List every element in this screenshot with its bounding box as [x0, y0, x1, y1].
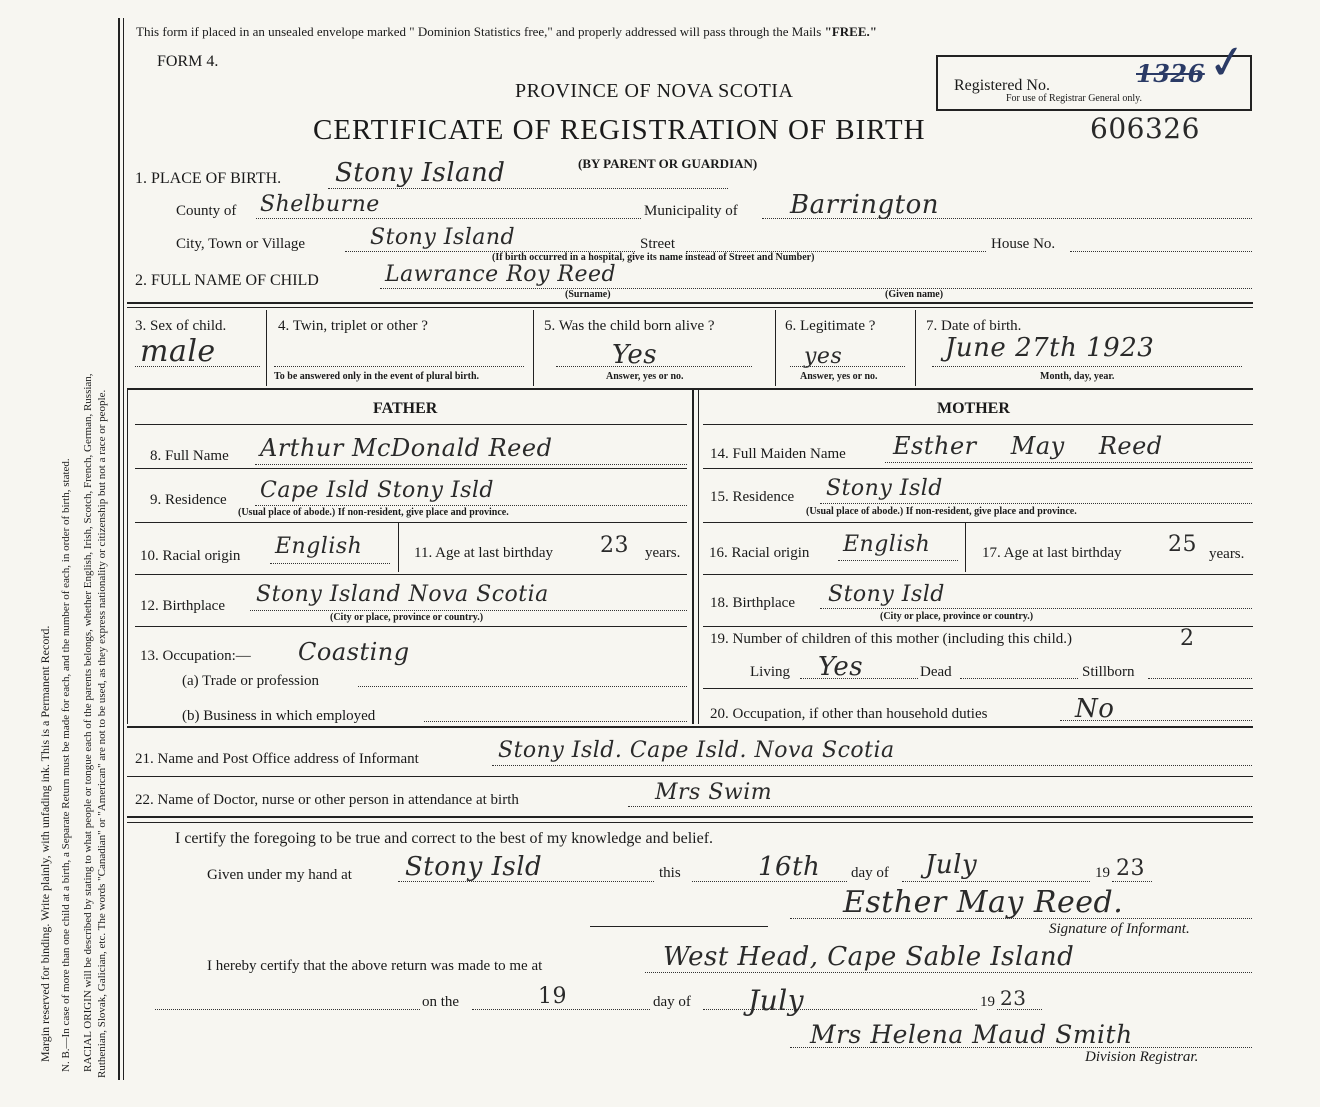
form-number: FORM 4.	[157, 53, 219, 70]
father-occupation-label: 13. Occupation:—	[140, 648, 251, 664]
child-name-label: 2. FULL NAME OF CHILD	[135, 272, 319, 289]
mother-heading: MOTHER	[937, 400, 1010, 417]
mother-residence-value: Stony Isld	[826, 476, 943, 501]
row3-divider-2	[533, 310, 534, 386]
separator-stroke	[590, 926, 768, 927]
certify-top-rule-2	[127, 822, 1253, 823]
father-age-label: 11. Age at last birthday	[414, 545, 553, 561]
father-age-value: 23	[600, 533, 629, 558]
father-left-edge	[127, 390, 128, 724]
county-value: Shelburne	[260, 192, 380, 217]
father-race-value: English	[275, 534, 363, 559]
registrar-month-value: July	[748, 984, 805, 1017]
mail-notice-free: "FREE."	[824, 24, 877, 39]
mother-living-value: Yes	[818, 652, 864, 682]
mother-children-value: 2	[1180, 626, 1195, 651]
father-heading: FATHER	[373, 400, 438, 417]
doctor-line	[628, 806, 1252, 807]
municipality-line	[762, 218, 1252, 219]
father-residence-note: (Usual place of abode.) If non-resident, give place and province.	[238, 507, 509, 518]
father-birthplace-label: 12. Birthplace	[140, 598, 225, 614]
mother-residence-line	[820, 503, 1252, 504]
row3-top-rule-2	[127, 307, 1253, 308]
legitimate-note: Answer, yes or no.	[800, 371, 878, 382]
father-occupation-value: Coasting	[298, 638, 410, 666]
informant-label: 21. Name and Post Office address of Informant	[135, 751, 419, 767]
given-place-value: Stony Isld	[405, 852, 543, 882]
mother-heading-rule	[703, 424, 1253, 425]
alive-note: Answer, yes or no.	[606, 371, 684, 382]
registrar-caption: Division Registrar.	[1085, 1049, 1199, 1065]
father-trade-line	[358, 686, 687, 687]
father-mother-divider-2	[698, 390, 699, 724]
mail-notice	[136, 24, 877, 40]
day-value: 16th	[758, 852, 821, 882]
mother-residence-label: 15. Residence	[710, 489, 795, 505]
mother-row-rule-1	[703, 468, 1253, 469]
registered-label: Registered No.	[954, 77, 1050, 94]
margin-note-1: Margin reserved for binding. Write plainly, with unfading ink. This is a Permanent Record.	[38, 625, 52, 1062]
day-line	[692, 881, 847, 882]
check-mark-icon: ✓	[1204, 34, 1250, 91]
legitimate-label: 6. Legitimate ?	[785, 318, 876, 334]
row3-bottom-rule	[127, 388, 1253, 390]
municipality-value: Barrington	[790, 190, 940, 220]
certificate-title: CERTIFICATE OF REGISTRATION OF BIRTH	[313, 114, 926, 146]
given-under-hand-label: Given under my hand at	[207, 867, 352, 883]
registrar-pre-line	[155, 1009, 420, 1010]
registrar-day-value: 19	[538, 984, 567, 1009]
certificate-number: 606326	[1090, 112, 1200, 145]
month-line	[902, 881, 1090, 882]
informant-value: Stony Isld. Cape Isld. Nova Scotia	[498, 738, 895, 763]
mother-dead-line	[960, 678, 1078, 679]
hospital-note: (If birth occurred in a hospital, give its name instead of Street and Number)	[492, 252, 815, 263]
registrar-place-line	[645, 972, 1252, 973]
twin-label: 4. Twin, triplet or other ?	[278, 318, 428, 334]
mail-notice-text: This form if placed in an unsealed envelope marked " Dominion Statistics free," and properly addressed will pass through the Mails	[136, 24, 822, 39]
mother-years: years.	[1209, 546, 1245, 562]
signature-line	[790, 918, 1252, 919]
registrar-place-value: West Head, Cape Sable Island	[663, 942, 1075, 972]
mother-row-rule-5	[703, 688, 1253, 689]
father-name-line	[255, 464, 687, 465]
registrar-year-value: 23	[1000, 986, 1027, 1010]
given-place-line	[398, 881, 654, 882]
informant-rule	[127, 776, 1253, 777]
father-residence-label: 9. Residence	[150, 492, 227, 508]
row3-divider-3	[775, 310, 776, 386]
mother-stillborn-label: Stillborn	[1082, 664, 1135, 680]
alive-label: 5. Was the child born alive ?	[544, 318, 715, 334]
father-race-label: 10. Racial origin	[140, 548, 241, 564]
day-of-label: day of	[851, 865, 889, 881]
place-of-birth-value: Stony Island	[335, 158, 506, 188]
house-line	[1070, 251, 1252, 252]
informant-line	[492, 765, 1252, 766]
margin-note-4: Ruthenian, Slovak, Galician, etc. The words "Canadian" or "American" are not to be used, as they express nationality or citizenship but not a race or people.	[96, 389, 108, 1078]
given-name-note: (Given name)	[885, 289, 944, 300]
mother-age-label: 17. Age at last birthday	[982, 545, 1122, 561]
year-prefix: 19	[1095, 865, 1110, 881]
mother-row-rule-3	[703, 574, 1253, 575]
father-years: years.	[645, 545, 681, 561]
mother-residence-note: (Usual place of abode.) If non-resident, give place and province.	[806, 506, 1077, 517]
mother-birthplace-note: (City or place, province or country.)	[880, 611, 1034, 622]
registrar-year-prefix: 19	[980, 994, 995, 1010]
mother-name-label: 14. Full Maiden Name	[710, 446, 846, 462]
mother-name-value: Esther May Reed	[893, 432, 1163, 460]
alive-line	[556, 366, 752, 367]
mother-race-value: English	[843, 532, 931, 557]
father-birthplace-note: (City or place, province or country.)	[330, 612, 484, 623]
twin-line	[274, 366, 524, 367]
mother-occupation-value: No	[1075, 694, 1115, 724]
registrar-month-line	[703, 1009, 977, 1010]
certify-statement: I certify the foregoing to be true and correct to the best of my knowledge and belief.	[175, 830, 714, 847]
row3-divider-4	[915, 310, 916, 386]
father-row-rule-1	[135, 468, 687, 469]
sex-line	[135, 366, 260, 367]
father-name-value: Arthur McDonald Reed	[260, 434, 553, 462]
row3-top-rule	[127, 302, 1253, 304]
mother-stillborn-line	[1148, 678, 1252, 679]
registrar-statement: I hereby certify that the above return was made to me at	[207, 958, 543, 974]
street-label: Street	[640, 236, 675, 252]
father-birthplace-value: Stony Island Nova Scotia	[256, 582, 549, 607]
mother-row-rule-4	[703, 626, 1253, 627]
father-name-label: 8. Full Name	[150, 448, 229, 464]
mother-race-line	[838, 560, 958, 561]
registered-value: 1326	[1136, 59, 1205, 88]
father-mother-divider	[692, 390, 694, 724]
alive-value: Yes	[612, 340, 658, 370]
father-race-divider	[398, 522, 399, 572]
father-birthplace-line	[250, 610, 687, 611]
date-value: June 27th 1923	[945, 333, 1155, 363]
mother-birthplace-value: Stony Isld	[828, 582, 945, 607]
date-note: Month, day, year.	[1040, 371, 1115, 382]
father-heading-rule	[135, 424, 687, 425]
legitimate-value: yes	[804, 344, 843, 369]
county-label: County of	[176, 203, 237, 219]
county-line	[256, 218, 641, 219]
registrar-signature: Mrs Helena Maud Smith	[810, 1020, 1133, 1049]
certify-top-rule	[127, 816, 1253, 818]
registered-note: For use of Registrar General only.	[1006, 93, 1142, 104]
municipality-label: Municipality of	[644, 203, 738, 219]
margin-note-3: RACIAL ORIGIN will be described by stating to what people or tongue each of the parents belongs, whether English, Irish, Scotch, French, German, Russian,	[82, 373, 94, 1072]
place-of-birth-line	[328, 188, 728, 189]
date-label: 7. Date of birth.	[926, 318, 1022, 334]
registrar-signature-line	[790, 1047, 1252, 1048]
father-business-line	[424, 721, 687, 722]
sex-label: 3. Sex of child.	[135, 318, 227, 334]
father-residence-line	[255, 505, 687, 506]
doctor-value: Mrs Swim	[655, 780, 773, 805]
year-line	[1112, 881, 1152, 882]
mother-dead-label: Dead	[920, 664, 952, 680]
child-name-value: Lawrance Roy Reed	[385, 262, 617, 287]
registrar-year-line	[997, 1009, 1042, 1010]
mother-children-label: 19. Number of children of this mother (including this child.)	[710, 631, 1073, 647]
city-value: Stony Island	[370, 225, 516, 250]
on-the-label: on the	[422, 994, 460, 1010]
date-line	[932, 366, 1242, 367]
mother-age-value: 25	[1168, 532, 1197, 557]
registrar-day-of-label: day of	[653, 994, 691, 1010]
informant-signature: Esther May Reed.	[843, 885, 1124, 920]
month-value: July	[925, 850, 978, 880]
place-of-birth-label: 1. PLACE OF BIRTH.	[135, 170, 282, 187]
mother-row-rule-2	[703, 522, 1253, 523]
mother-race-label: 16. Racial origin	[709, 545, 810, 561]
mother-occupation-line	[1060, 720, 1252, 721]
mother-living-line	[800, 678, 918, 679]
father-mother-bottom-rule	[127, 726, 1253, 728]
child-name-line	[380, 288, 1252, 289]
sex-value: male	[140, 334, 216, 369]
certificate-subtitle: (BY PARENT OR GUARDIAN)	[578, 156, 758, 171]
year-value: 23	[1116, 856, 1145, 881]
mother-birthplace-label: 18. Birthplace	[710, 595, 795, 611]
city-label: City, Town or Village	[176, 236, 306, 252]
binding-rule-inner	[123, 18, 124, 1080]
father-residence-value: Cape Isld Stony Isld	[260, 478, 494, 503]
registered-box	[936, 34, 1252, 111]
house-label: House No.	[991, 236, 1056, 252]
father-trade-label: (a) Trade or profession	[182, 673, 320, 689]
father-race-line	[270, 563, 390, 564]
father-row-rule-3	[135, 574, 687, 575]
mother-race-divider	[965, 522, 966, 572]
this-label: this	[659, 865, 681, 881]
father-business-label: (b) Business in which employed	[182, 708, 376, 724]
registrar-day-line	[472, 1009, 650, 1010]
binding-rule	[118, 18, 120, 1080]
mother-living-label: Living	[750, 664, 790, 680]
legitimate-line	[790, 366, 905, 367]
surname-note: (Surname)	[565, 289, 611, 300]
doctor-label: 22. Name of Doctor, nurse or other person in attendance at birth	[135, 792, 519, 808]
twin-note: To be answered only in the event of plural birth.	[274, 371, 480, 382]
father-row-rule-2	[135, 522, 687, 523]
signature-caption: Signature of Informant.	[1049, 921, 1190, 937]
mother-occupation-label: 20. Occupation, if other than household duties	[710, 706, 988, 722]
mother-name-line	[885, 462, 1252, 463]
margin-note-2: N. B.—In case of more than one child at a birth, a Separate Return must be made for each, and the number of each, in order of birth, stated.	[60, 458, 72, 1072]
father-row-rule-4	[135, 626, 687, 627]
province-heading: PROVINCE OF NOVA SCOTIA	[515, 80, 794, 102]
mother-birthplace-line	[820, 608, 1252, 609]
row3-divider-1	[266, 310, 267, 386]
